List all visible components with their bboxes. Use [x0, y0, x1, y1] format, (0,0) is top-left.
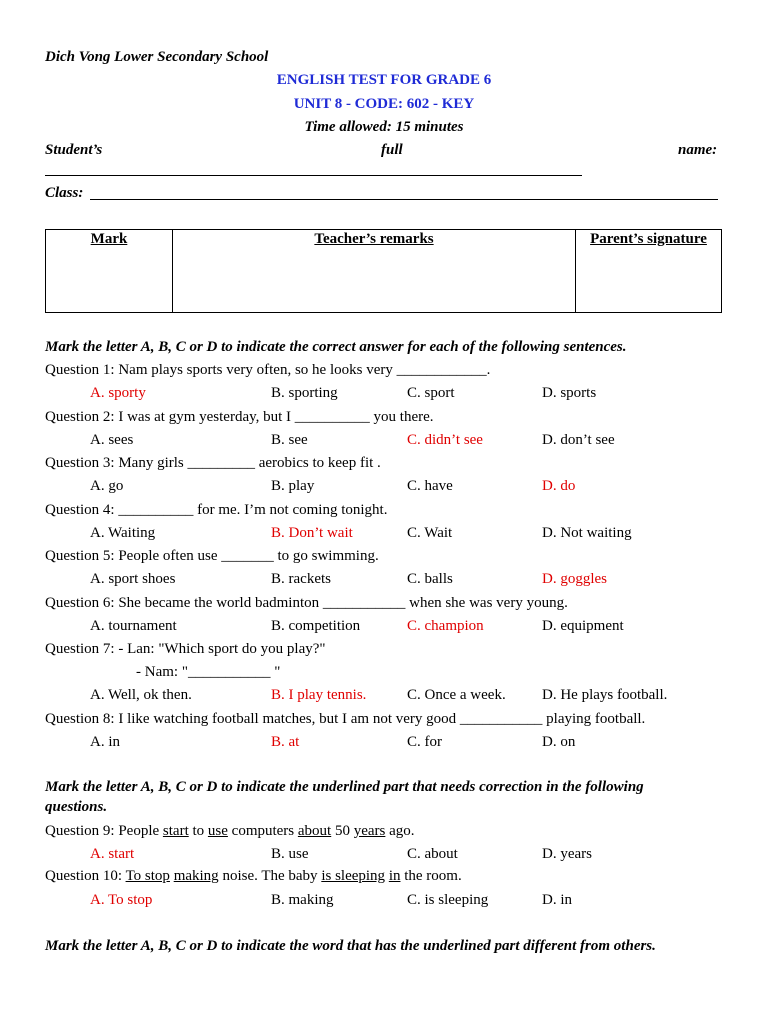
- q9-part: to: [188, 823, 208, 839]
- question-9: [45, 822, 415, 840]
- question-5: Question 5: People often use _______ to go swimming.: [45, 548, 379, 564]
- remarks-cell: Teacher’s remarks: [173, 230, 576, 313]
- q9-underlined: use: [207, 823, 228, 839]
- q1-option-d: D. sports: [542, 385, 597, 401]
- grading-table: [45, 229, 722, 313]
- q6-option-d: D. equipment: [542, 617, 624, 634]
- q4-option-d: D. Not waiting: [542, 524, 632, 541]
- q10-option-d: D. in: [542, 892, 572, 908]
- q10-option-c: C. is sleeping: [407, 892, 489, 908]
- q1-option-c: C. sport: [407, 385, 455, 401]
- test-title: ENGLISH TEST FOR GRADE 6: [276, 72, 492, 88]
- q2-option-a: A. sees: [90, 431, 134, 448]
- q5-option-c: C. balls: [407, 571, 453, 587]
- student-label-c: name:: [678, 142, 718, 158]
- q9-option-b: B. use: [271, 846, 309, 862]
- student-label-b: full: [381, 142, 403, 158]
- q10-part: the room.: [400, 868, 462, 884]
- student-name-line: [45, 175, 582, 176]
- signature-cell: Parent’s signature: [576, 230, 722, 313]
- q8-option-a: A. in: [90, 733, 120, 750]
- q2-option-c-answer: C. didn’t see: [407, 431, 483, 448]
- q9-option-d: D. years: [542, 846, 592, 862]
- q10-underlined: is sleeping: [321, 868, 386, 884]
- q8-option-d: D. on: [542, 733, 576, 750]
- q7-option-a: A. Well, ok then.: [90, 687, 192, 703]
- mark-cell: Mark: [46, 230, 173, 313]
- q5-option-d-answer: D. goggles: [542, 571, 607, 587]
- q10-underlined: in: [388, 868, 401, 884]
- q10-part: noise. The baby: [218, 868, 322, 884]
- question-1: Question 1: Nam plays sports very often, so he looks very ____________.: [45, 362, 491, 378]
- q10-option-b: B. making: [271, 892, 334, 908]
- q4-option-a: A. Waiting: [90, 524, 156, 541]
- q9-option-a-answer: A. start: [90, 846, 135, 862]
- q3-option-a: A. go: [90, 478, 124, 494]
- q9-part: computers: [227, 823, 298, 839]
- q9-part: 50: [331, 823, 354, 839]
- class-label: Class:: [45, 185, 84, 201]
- q9-underlined: start: [162, 823, 189, 839]
- section1-instruction: Mark the letter A, B, C or D to indicate the correct answer for each of the following sentences.: [45, 339, 627, 355]
- q6-option-a: A. tournament: [90, 617, 177, 634]
- class-line: [90, 199, 718, 200]
- section2-instruction: Mark the letter A, B, C or D to indicate the underlined part that needs correction in the following: [45, 779, 644, 795]
- q10-underlined: making: [173, 868, 219, 884]
- q2-option-b: B. see: [271, 431, 308, 448]
- q10-part: Question 10:: [45, 868, 126, 884]
- q5-option-b: B. rackets: [271, 571, 331, 587]
- test-code: UNIT 8 - CODE: 602 - KEY: [293, 96, 475, 112]
- school-name: Dich Vong Lower Secondary School: [45, 49, 269, 65]
- q9-part: ago.: [385, 823, 415, 839]
- q9-underlined: about: [297, 823, 332, 839]
- question-7-reply: - Nam: "___________ ": [136, 664, 281, 680]
- q7-option-c: C. Once a week.: [407, 687, 506, 703]
- question-4: Question 4: __________ for me. I’m not coming tonight.: [45, 501, 388, 518]
- q10-underlined: To stop: [125, 868, 170, 884]
- q8-option-b-answer: B. at: [271, 733, 300, 750]
- q7-option-d: D. He plays football.: [542, 687, 668, 703]
- q7-option-b-answer: B. I play tennis.: [271, 687, 367, 703]
- q10-option-a-answer: A. To stop: [90, 892, 153, 908]
- q3-option-d-answer: D. do: [542, 478, 576, 494]
- q4-option-c: C. Wait: [407, 524, 453, 541]
- q5-option-a: A. sport shoes: [90, 571, 176, 587]
- question-7: Question 7: - Lan: "Which sport do you play?": [45, 641, 326, 657]
- q9-underlined: years: [353, 823, 386, 839]
- question-6: Question 6: She became the world badminton ___________ when she was very young.: [45, 594, 568, 611]
- q6-option-c-answer: C. champion: [407, 617, 484, 634]
- q2-option-d: D. don’t see: [542, 431, 615, 448]
- section3-instruction: Mark the letter A, B, C or D to indicate the word that has the underlined part different from others.: [45, 938, 656, 954]
- q9-option-c: C. about: [407, 846, 458, 862]
- q3-option-c: C. have: [407, 478, 453, 494]
- question-10: [45, 867, 462, 885]
- q8-option-c: C. for: [407, 733, 442, 750]
- q4-option-b-answer: B. Don’t wait: [271, 524, 353, 541]
- question-8: Question 8: I like watching football matches, but I am not very good ___________ playing football.: [45, 710, 646, 727]
- question-2: Question 2: I was at gym yesterday, but I __________ you there.: [45, 408, 434, 425]
- q1-option-b: B. sporting: [271, 385, 338, 401]
- question-3: Question 3: Many girls _________ aerobics to keep fit .: [45, 455, 381, 471]
- q9-part: Question 9: People: [45, 823, 163, 839]
- time-allowed: Time allowed: 15 minutes: [304, 119, 464, 135]
- student-label-a: Student’s: [45, 142, 103, 158]
- section2-instruction-cont: questions.: [45, 799, 108, 815]
- q3-option-b: B. play: [271, 478, 315, 494]
- q1-option-a-answer: A. sporty: [90, 385, 146, 401]
- q6-option-b: B. competition: [271, 617, 361, 634]
